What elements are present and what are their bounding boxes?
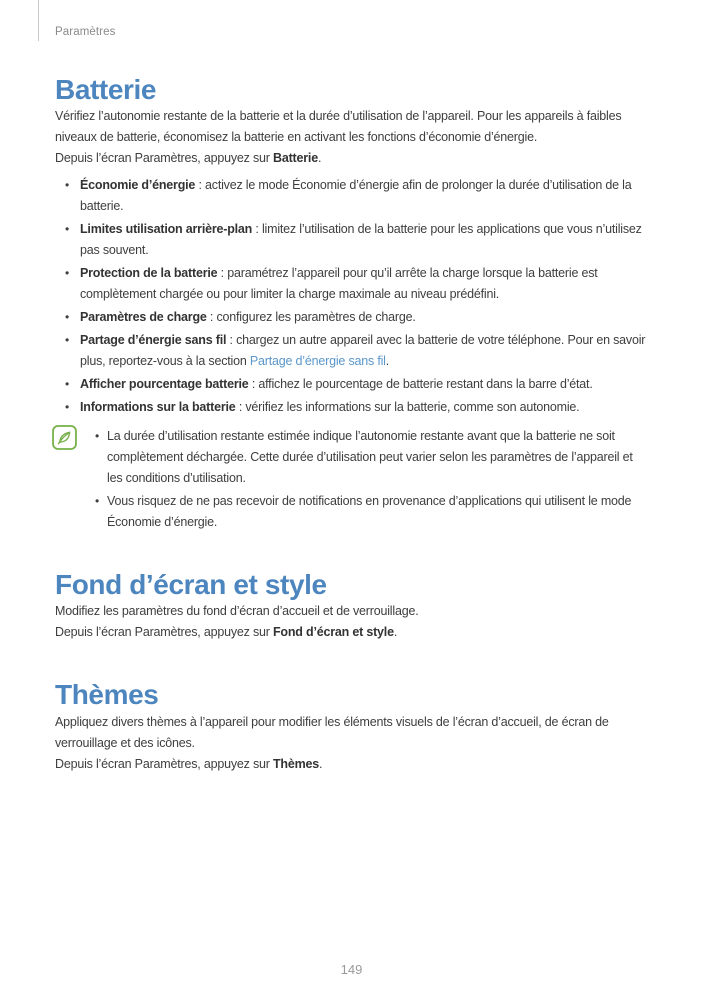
option-description: configurez les paramètres de charge. — [216, 310, 416, 325]
option-description: limitez l’utilisation de la batterie pour les applications que vous n’utilisez pas souvent. — [80, 222, 642, 258]
note-block — [55, 425, 648, 535]
section-title-fond-ecran: Fond d’écran et style — [55, 569, 327, 601]
list-item — [80, 307, 648, 328]
list-item — [80, 175, 648, 217]
path-suffix: . — [317, 151, 322, 166]
list-item — [80, 263, 648, 305]
note-leaf-icon — [52, 425, 77, 450]
note-item: • Vous risquez de ne pas recevoir de notifications en provenance d’applications qui utilisent le mode Économie d’énergie. — [107, 491, 648, 533]
wallpaper-intro-paragraph: Modifiez les paramètres du fond d’écran d’accueil et de verrouillage. — [55, 604, 419, 619]
path-suffix: . — [319, 756, 323, 771]
option-description: activez le mode Économie d’énergie afin de prolonger la durée d’utilisation de la batterie. — [80, 178, 632, 214]
themes-intro-paragraph: Appliquez divers thèmes à l’appareil pour modifier les éléments visuels de l’écran d’accueil, de écran de verrouillage et des icônes. — [55, 714, 609, 750]
option-name: Limites utilisation arrière-plan — [80, 222, 253, 237]
option-description: affichez le pourcentage de batterie restant dans la barre d’état. — [258, 377, 593, 392]
option-name: Protection de la batterie — [80, 266, 218, 281]
path-prefix: Depuis l’écran Paramètres, appuyez sur — [55, 151, 273, 166]
list-item — [80, 397, 648, 418]
option-separator: : — [248, 377, 259, 392]
option-description-end: . — [385, 354, 390, 369]
option-separator: : — [206, 310, 217, 325]
path-prefix: Depuis l’écran Paramètres, appuyez sur — [55, 756, 273, 771]
section-title-batterie: Batterie — [55, 74, 157, 105]
header-divider — [38, 0, 39, 41]
path-suffix: . — [393, 625, 398, 640]
path-target: Batterie — [273, 151, 318, 166]
section-title-themes: Thèmes — [55, 679, 159, 711]
path-prefix: Depuis l’écran Paramètres, appuyez sur — [55, 625, 273, 640]
list-item — [80, 374, 648, 395]
option-name: Économie d’énergie — [80, 178, 196, 193]
option-description: chargez un autre appareil avec la batterie de votre téléphone. Pour en savoir plus, reportez-vous à la section — [80, 333, 646, 369]
list-item — [80, 330, 648, 372]
list-item — [80, 219, 648, 261]
option-separator: : — [235, 400, 246, 415]
option-name: Afficher pourcentage batterie — [80, 377, 249, 392]
page-number: 149 — [340, 962, 363, 977]
option-separator: : — [252, 222, 262, 237]
option-description: vérifiez les informations sur la batterie, comme son autonomie. — [245, 400, 580, 415]
option-name: Partage d’énergie sans fil — [80, 333, 227, 348]
note-item: • La durée d’utilisation restante estimée indique l’autonomie restante avant que la batterie ne soit complètement déchargée. Cette durée d’utilisation peut varier selon les paramètres de l’appareil et les conditions d’utilisation. — [107, 426, 648, 489]
wallpaper-settings-path — [55, 622, 648, 643]
option-separator: : — [217, 266, 228, 281]
option-description: paramétrez l’appareil pour qu’il arrête la charge lorsque la batterie est complètement chargée ou pour limiter la charge maximale au niveau prédéfini. — [80, 266, 598, 302]
cross-reference-link[interactable]: Partage d’énergie sans fil — [249, 354, 386, 369]
battery-intro-paragraph: Vérifiez l’autonomie restante de la batterie et la durée d’utilisation de l’appareil. Pour les appareils à faibles niveaux de batterie, économisez la batterie en activant les fonctions d’économie d’énergie. — [55, 109, 622, 145]
path-target: Fond d’écran et style — [273, 625, 394, 640]
option-name: Paramètres de charge — [80, 310, 207, 325]
note-list — [77, 426, 648, 535]
option-name: Informations sur la batterie — [80, 400, 236, 415]
battery-settings-path — [55, 148, 648, 169]
themes-settings-path — [55, 754, 648, 775]
option-separator: : — [195, 178, 206, 193]
battery-options-list — [55, 175, 648, 418]
option-separator: : — [226, 333, 237, 348]
chapter-label: Paramètres — [55, 26, 116, 38]
path-target: Thèmes — [273, 756, 320, 771]
